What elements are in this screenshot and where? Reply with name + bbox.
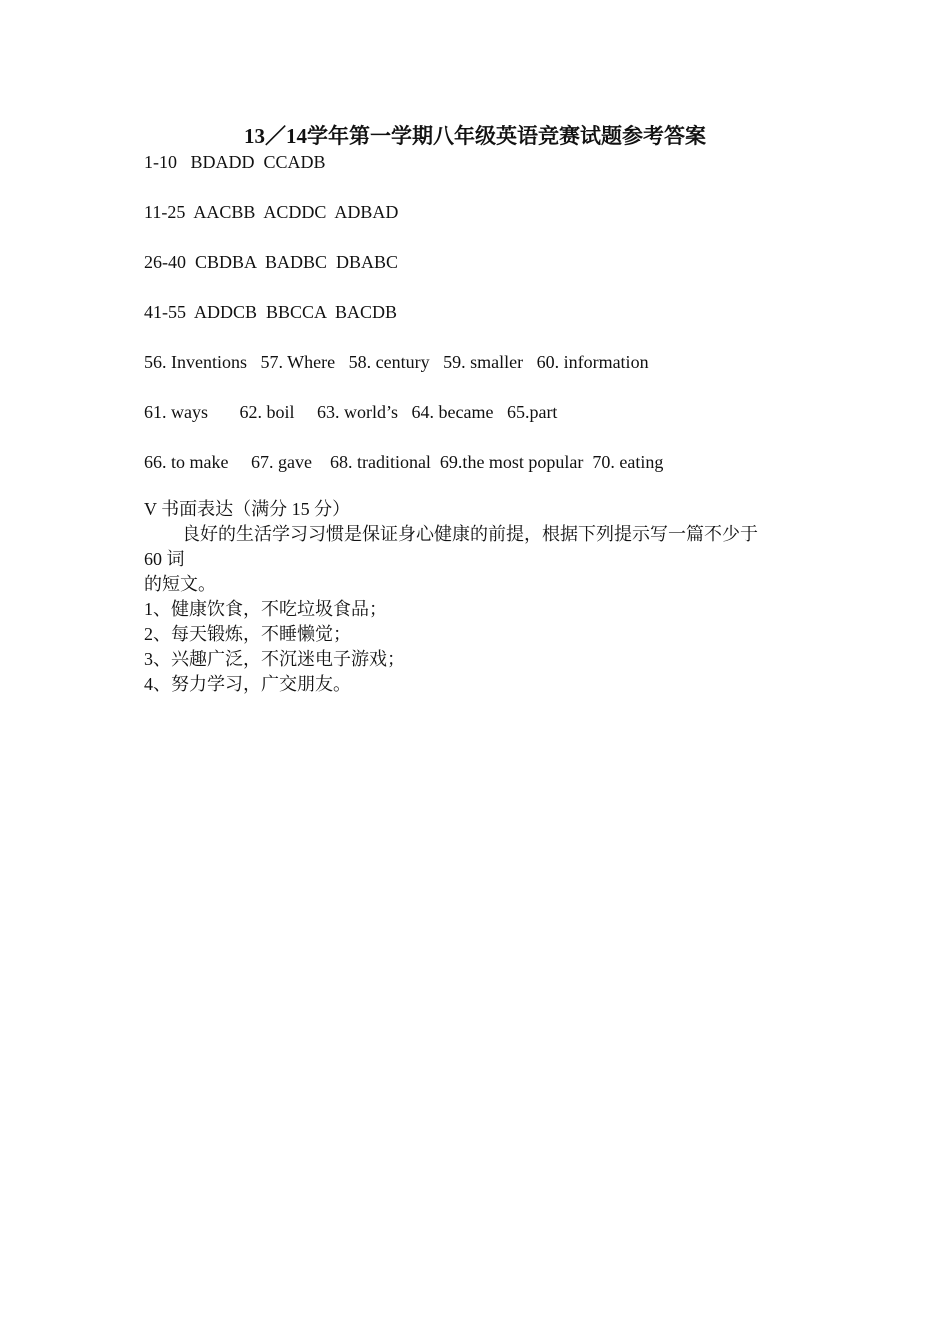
writing-prompt-line: 的短文。 — [144, 574, 216, 594]
writing-point: 2、每天锻炼，不睡懒觉； — [144, 624, 351, 644]
writing-section — [144, 497, 824, 697]
answer-line-56-60: 56. Inventions 57. Where 58. century 59. smaller 60. information — [144, 352, 649, 372]
writing-point: 1、健康饮食，不吃垃圾食品； — [144, 599, 387, 619]
writing-prompt-line: 良好的生活学习习惯是保证身心健康的前提，根据下列提示写一篇不少于 — [182, 524, 758, 544]
answer-line-61-65: 61. ways 62. boil 63. world’s 64. became 65.part — [144, 402, 558, 422]
answer-line-41-55: 41-55 ADDCB BBCCA BACDB — [144, 302, 398, 322]
writing-point: 3、兴趣广泛，不沉迷电子游戏； — [144, 649, 405, 669]
writing-heading: V 书面表达（满分 15 分） — [144, 499, 351, 519]
answer-line-26-40: 26-40 CBDBA BADBC DBABC — [144, 252, 399, 272]
writing-prompt-line: 60 词 — [144, 549, 185, 569]
answer-line-1-10: 1-10 BDADD CCADB — [144, 152, 326, 172]
answer-key — [144, 150, 824, 500]
document-title: 13／14学年第一学期八年级英语竞赛试题参考答案 — [244, 124, 706, 148]
answer-line-66-70: 66. to make 67. gave 68. traditional 69.the most popular 70. eating — [144, 452, 664, 472]
answer-line-11-25: 11-25 AACBB ACDDC ADBAD — [144, 202, 399, 222]
writing-point: 4、努力学习，广交朋友。 — [144, 674, 351, 694]
